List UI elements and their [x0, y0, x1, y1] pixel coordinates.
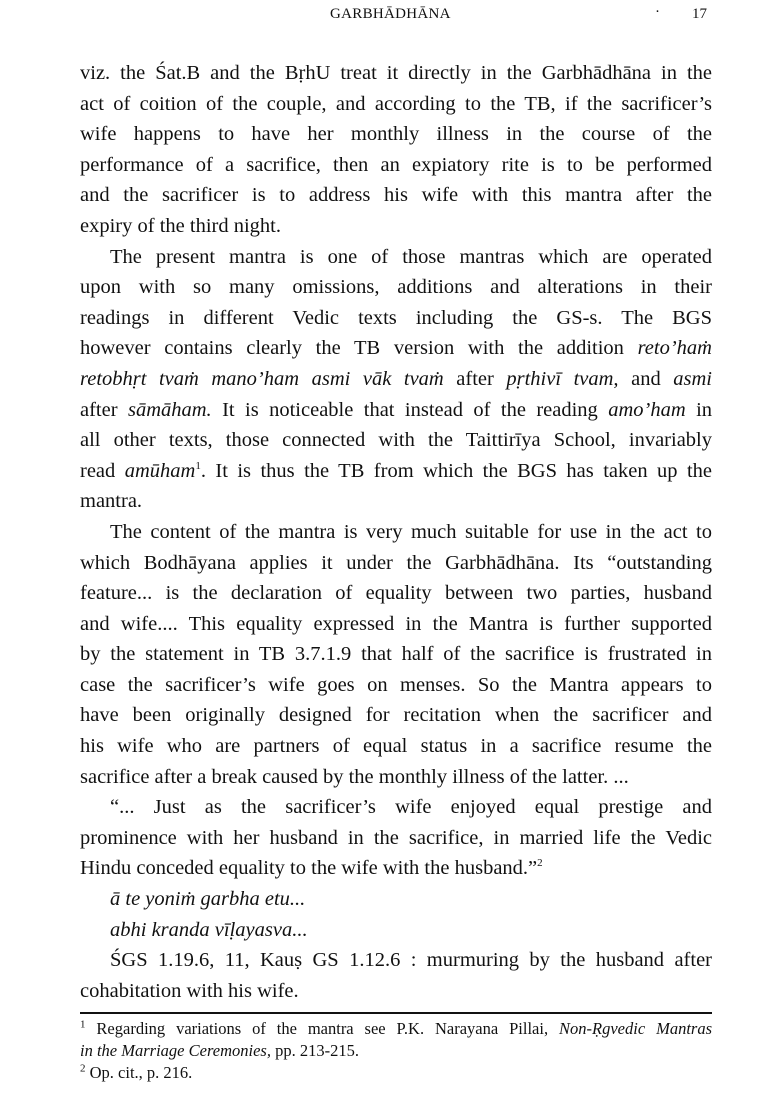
text-run: viz. the Śat.B and the BṛhU treat it directly in the Garbhādhāna in the	[80, 62, 712, 84]
text-run: upon with so many omissions, additions and alterations in their	[80, 276, 712, 299]
italic-text: retobhṛt tvaṁ mano’ham asmi vāk tvaṁ	[80, 367, 444, 390]
italic-text: reto’haṁ	[637, 337, 712, 360]
text-run: ŚGS 1.19.6, 11, Kauṣ GS 1.12.6 : murmuring by the husband after	[110, 949, 712, 972]
text-run: . It is thus the TB from which the BGS has taken up the	[200, 459, 713, 482]
italic-text: amo’ham	[608, 398, 686, 421]
text-run: cohabitation with his wife.	[80, 979, 299, 1002]
text-run: however contains clearly the TB version with the addition	[80, 337, 638, 360]
text-line	[80, 119, 712, 150]
text-run: by the statement in TB 3.7.1.9 that half of the sacrifice is frustrated in	[80, 643, 712, 666]
text-run: The content of the mantra is very much suitable for use in the act to	[110, 520, 712, 543]
text-line	[80, 89, 712, 120]
text-run: sacrifice after a break caused by the monthly illness of the latter. ...	[80, 765, 629, 788]
text-run: his wife who are partners of equal status in a sacrifice resume the	[80, 735, 712, 758]
italic-text: pṛthivī tvam,	[506, 367, 619, 390]
scan-speck: ·	[655, 4, 660, 20]
text-line	[80, 180, 712, 211]
text-run: It is noticeable that instead of the reading	[211, 398, 609, 421]
running-title: GARBHĀDHĀNA	[330, 6, 451, 22]
text-run: prominence with her husband in the sacrifice, in married life the Vedic	[80, 826, 712, 849]
text-line	[80, 823, 712, 854]
text-line	[80, 211, 712, 242]
italic-text: ā te yoniṁ garbha etu...	[110, 888, 306, 911]
footnote-line	[80, 1062, 712, 1084]
text-line	[80, 548, 712, 579]
footnote-marker: 1	[80, 1018, 86, 1031]
text-run: and	[618, 367, 674, 390]
text-line	[80, 853, 712, 884]
text-run: after	[80, 398, 128, 421]
text-line	[80, 272, 712, 303]
text-line	[80, 639, 712, 670]
text-line	[80, 578, 712, 609]
text-run: The present mantra is one of those mantras which are operated	[110, 245, 712, 268]
text-run: all other texts, those connected with the Taittirīya School, invariably	[80, 429, 712, 452]
text-line	[80, 609, 712, 640]
italic-text: amūham	[124, 459, 196, 482]
text-line	[80, 242, 712, 273]
text-line	[80, 486, 712, 517]
text-run: “... Just as the sacrificer’s wife enjoyed equal prestige and	[110, 796, 712, 819]
text-run: read	[80, 459, 125, 482]
text-line	[80, 456, 712, 487]
text-line	[80, 517, 712, 548]
text-run: and wife.... This equality expressed in the Mantra is further supported	[80, 612, 712, 635]
text-run: wife happens to have her monthly illness in the course of the	[80, 123, 712, 146]
text-line	[80, 792, 712, 823]
text-line	[80, 333, 712, 364]
text-run: readings in different Vedic texts including the GS-s. The BGS	[80, 306, 712, 329]
page-number: 17	[692, 6, 707, 22]
text-run: expiry of the third night.	[80, 214, 281, 237]
text-run: after	[443, 367, 507, 390]
text-line	[80, 303, 712, 334]
text-run: pp. 213-215.	[270, 1041, 359, 1060]
footnote-marker: 2	[80, 1062, 86, 1075]
text-line	[80, 731, 712, 762]
text-run: Op. cit., p. 216.	[85, 1063, 193, 1082]
footnote-marker: 2	[537, 857, 543, 870]
text-line	[80, 976, 712, 1007]
footnote-divider	[80, 1012, 712, 1014]
footnote-line	[80, 1018, 712, 1040]
italic-text: abhi kranda vīḷayasva...	[110, 918, 308, 941]
text-line	[80, 58, 712, 89]
text-line	[80, 150, 712, 181]
text-run: Hindu conceded equality to the wife with the husband.”	[80, 857, 538, 880]
footnote-line	[80, 1040, 712, 1062]
text-line	[80, 945, 712, 976]
text-run: case the sacrificer’s wife goes on menses. So the Mantra appears to	[80, 673, 712, 696]
text-run: feature... is the declaration of equality between two parties, husband	[80, 582, 712, 605]
text-line	[80, 762, 712, 793]
text-line	[80, 884, 712, 915]
text-run: have been originally designed for recitation when the sacrificer and	[80, 704, 712, 727]
italic-text: sāmāham.	[127, 398, 212, 421]
text-line	[80, 395, 712, 426]
text-line	[80, 364, 712, 395]
italic-text: Non-Ṛgvedic Mantras	[559, 1019, 712, 1038]
text-run: and the sacrificer is to address his wife with this mantra after the	[80, 184, 712, 207]
text-line	[80, 700, 712, 731]
text-run: mantra.	[80, 490, 143, 513]
text-run: performance of a sacrifice, then an expiatory rite is to be performed	[80, 153, 712, 176]
text-run: in	[685, 398, 713, 421]
italic-text: in the Marriage Ceremonies,	[80, 1041, 271, 1060]
text-line	[80, 915, 712, 946]
footnote-marker: 1	[195, 459, 201, 472]
footnotes	[80, 1018, 712, 1084]
text-run: which Bodhāyana applies it under the Garbhādhāna. Its “outstanding	[80, 551, 712, 574]
text-run: act of coition of the couple, and according to the TB, if the sacrificer’s	[80, 92, 712, 115]
body-text	[80, 58, 712, 1006]
text-line	[80, 425, 712, 456]
italic-text: asmi	[673, 367, 712, 390]
text-run: Regarding variations of the mantra see P.K. Narayana Pillai,	[85, 1019, 560, 1038]
text-line	[80, 670, 712, 701]
